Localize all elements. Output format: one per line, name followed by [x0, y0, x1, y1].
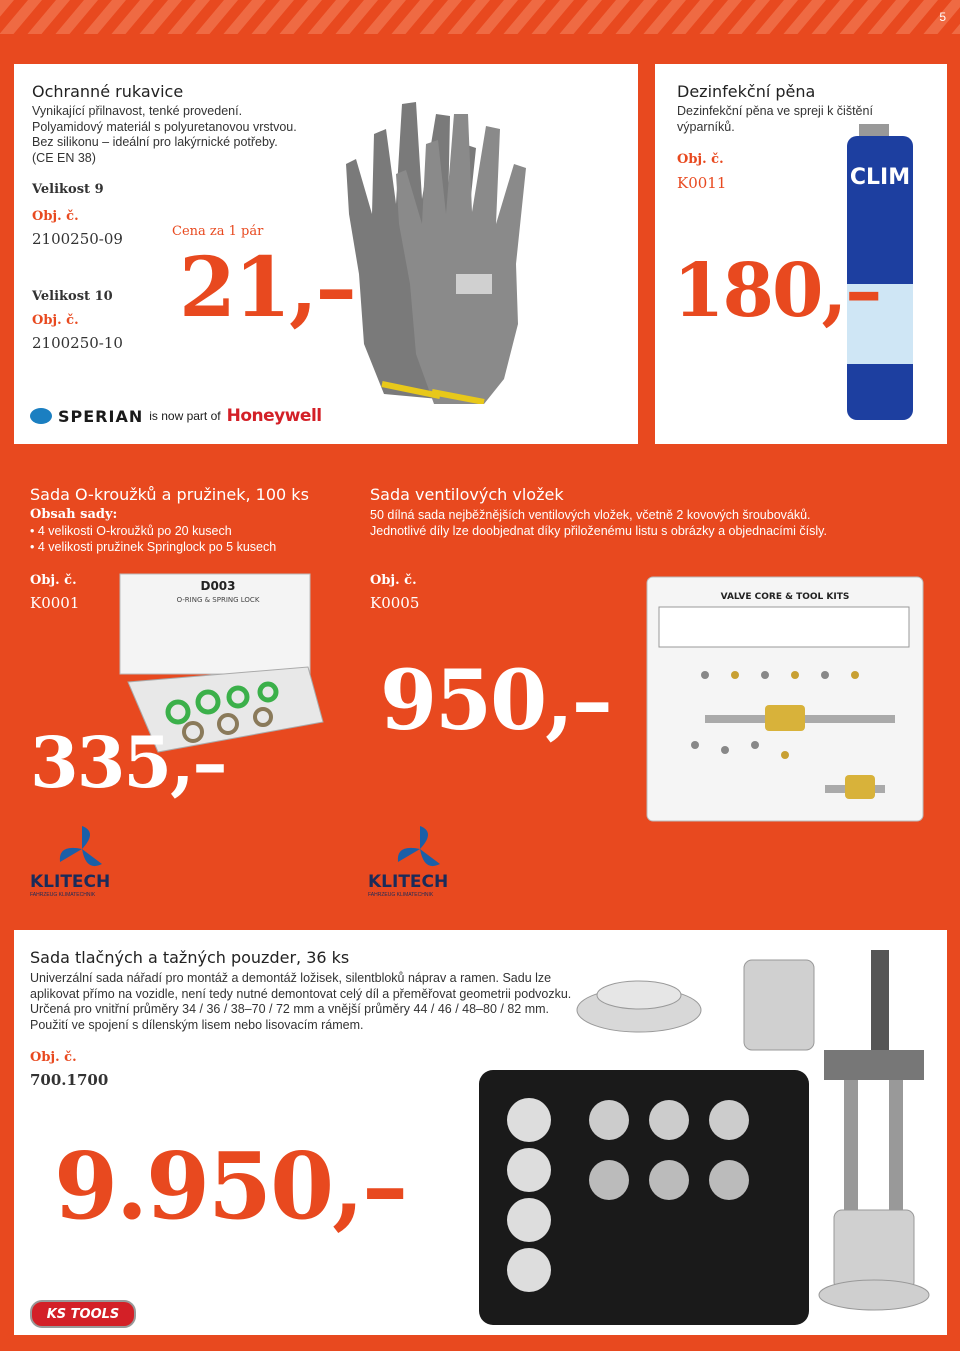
diagonal-stripes-decoration — [0, 0, 960, 34]
order-code: 2100250-09 — [32, 230, 123, 248]
kstools-logo — [30, 1300, 136, 1328]
valves-desc-line: 50 dílná sada nejběžnějších ventilových vložek, včetně 2 kovových šroubováků. — [370, 508, 811, 522]
order-code: K0011 — [677, 174, 727, 192]
foam-description: Dezinfekční pěna ve spreji k čištění výparníků. — [677, 104, 873, 134]
order-number-label: Obj. č. — [677, 152, 724, 167]
valves-title: Sada ventilových vložek — [370, 485, 564, 504]
brand-parent: Honeywell — [226, 406, 322, 426]
kit-sublabel: O-RING & SPRING LOCK — [176, 596, 260, 604]
order-number-label: Obj. č. — [32, 313, 79, 328]
page-number: 5 — [939, 10, 946, 24]
brand-subtitle: FAHRZEUG KLIMATECHNIK — [30, 892, 96, 898]
brand-name: KS TOOLS — [46, 1306, 120, 1322]
kit-label: D003 — [200, 579, 236, 593]
gloves-desc-line: Polyamidový materiál s polyuretanovou vrstvou. — [32, 119, 297, 134]
gloves-desc-line: Bez silikonu – ideální pro lakýrnické potřeby. — [32, 135, 278, 149]
orings-title: Sada O-kroužků a pružinek, 100 ks — [30, 485, 309, 504]
bushings-panel — [14, 930, 947, 1335]
can-label: CLIM — [849, 165, 911, 190]
contents-list — [30, 524, 276, 555]
klitech-logo — [368, 826, 463, 898]
size-label: Velikost 9 — [32, 182, 104, 197]
klitech-fan-icon — [390, 826, 450, 872]
bushings-desc-line: Určená pro vnitřní průměry 34 / 36 / 38–70 / 72 mm a vnější průměry 44 / 46 / 48–80 / 82 mm. — [30, 1002, 550, 1016]
order-number-label: Obj. č. — [30, 1050, 77, 1065]
valves-description — [370, 508, 827, 539]
list-item: • 4 velikosti O-kroužků po 20 kusech — [30, 524, 276, 540]
gloves-panel — [14, 64, 638, 444]
bushings-price: 9.950,– — [54, 1132, 407, 1240]
valve-kit-image — [645, 575, 927, 825]
bushings-title: Sada tlačných a tažných pouzder, 36 ks — [30, 948, 350, 967]
order-code: 700.1700 — [30, 1071, 109, 1089]
price-note: Cena za 1 pár — [172, 224, 264, 239]
gloves-price: 21,– — [179, 240, 355, 336]
orings-price: 335,– — [30, 721, 226, 804]
valves-price: 950,– — [380, 653, 611, 749]
bushing-set-image — [469, 940, 939, 1330]
order-code: K0005 — [370, 594, 420, 612]
order-number-label: Obj. č. — [370, 573, 417, 588]
order-code: K0001 — [30, 594, 80, 612]
gloves-desc-line: Vynikající přilnavost, tenké provedení. — [32, 104, 243, 118]
gloves-desc-line: (CE EN 38) — [32, 150, 96, 165]
sperian-honeywell-logo — [30, 406, 322, 426]
foam-price: 180,– — [673, 248, 881, 334]
order-number-label: Obj. č. — [32, 209, 79, 224]
brand-name: KLITECH — [30, 872, 111, 892]
bushings-desc-line: Použití ve spojení s dílenským lisem nebo lisovacím rámem. — [30, 1017, 364, 1032]
sperian-swoosh-icon — [30, 408, 52, 424]
klitech-fan-icon — [52, 826, 112, 872]
foam-title: Dezinfekční pěna — [677, 82, 816, 101]
contents-label: Obsah sady: — [30, 507, 118, 522]
bushings-desc-line: aplikovat přímo na vozidle, není tedy nutné demontovat celý díl a přeměřovat geometrii podvozku. — [30, 986, 572, 1001]
brand-name: SPERIAN — [58, 406, 144, 426]
kit-label: VALVE CORE & TOOL KITS — [720, 592, 850, 602]
brand-tagline: is now part of — [149, 409, 221, 423]
valves-desc-line: Jednotlivé díly lze doobjednat díky přiloženému listu s obrázky a objednacími čísly. — [370, 523, 827, 538]
gloves-description — [32, 104, 312, 166]
size-label: Velikost 10 — [32, 289, 113, 304]
brand-subtitle: FAHRZEUG KLIMATECHNIK — [368, 892, 434, 898]
brand-name: KLITECH — [368, 872, 449, 892]
gloves-image — [344, 74, 534, 404]
gloves-title: Ochranné rukavice — [32, 82, 184, 101]
order-code: 2100250-10 — [32, 334, 123, 352]
klitech-logo — [30, 826, 125, 898]
list-item: • 4 velikosti pružinek Springlock po 5 kusech — [30, 540, 276, 556]
order-number-label: Obj. č. — [30, 573, 77, 588]
bushings-desc-line: Univerzální sada nářadí pro montáž a demontáž ložisek, silentbloků náprav a ramen. Sadu lze — [30, 971, 552, 985]
foam-panel — [655, 64, 947, 444]
